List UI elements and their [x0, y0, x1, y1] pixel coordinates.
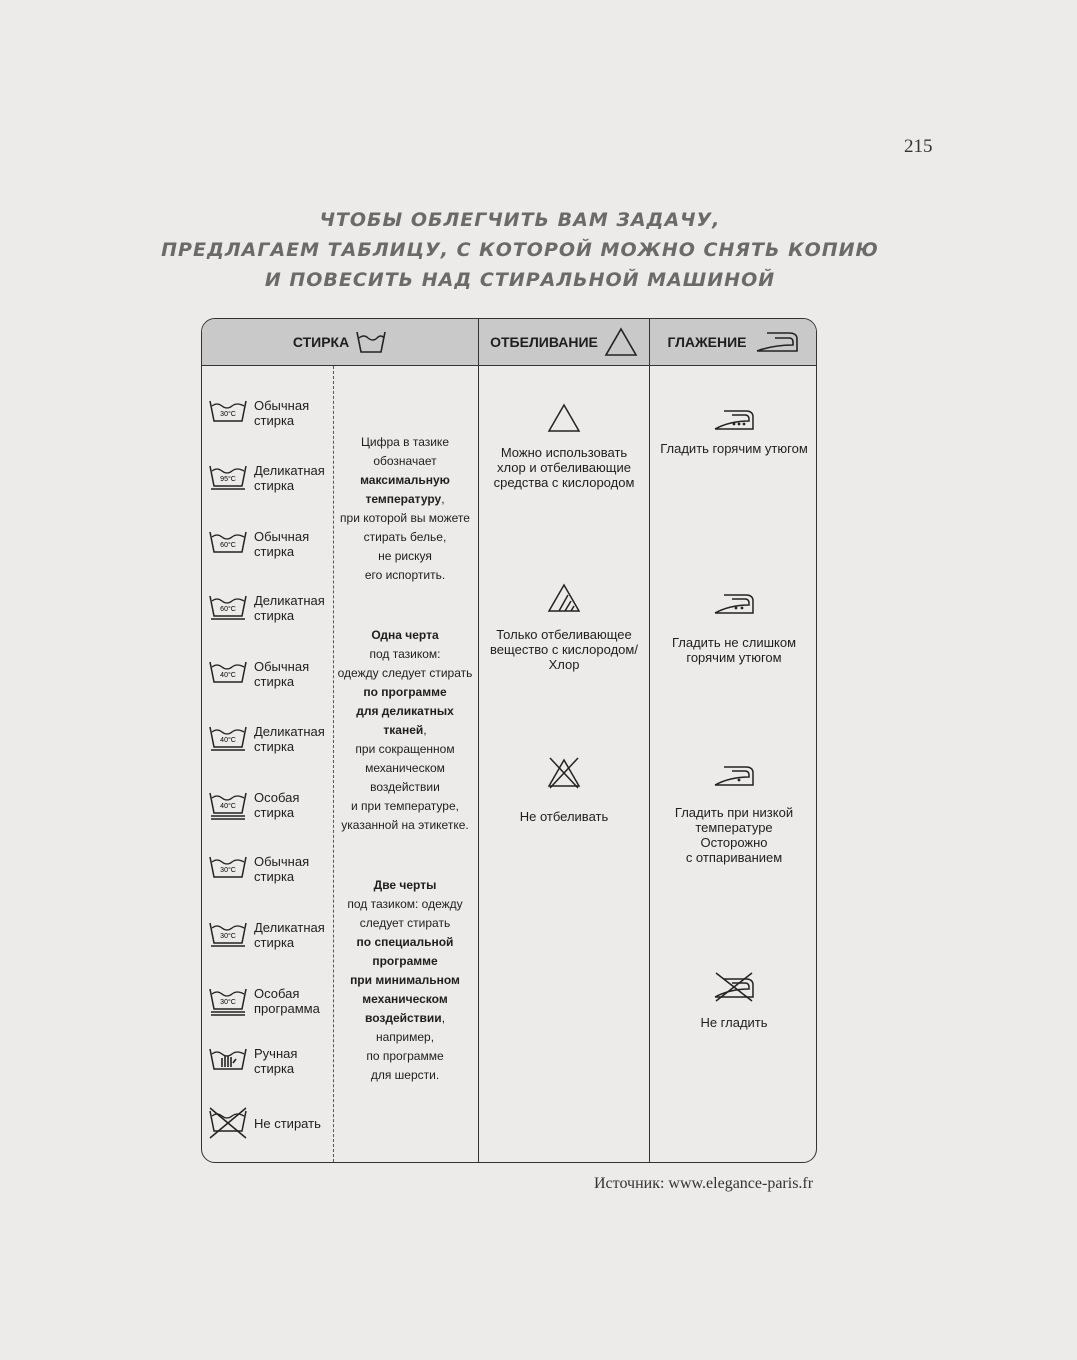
wash-label: Деликатная стирка — [254, 724, 325, 754]
wash-row — [206, 654, 334, 694]
note-line: не рискуя — [378, 549, 432, 563]
note-bold: механическом — [362, 992, 448, 1006]
heading-line-3: И ПОВЕСИТЬ НАД СТИРАЛЬНОЙ МАШИНОЙ — [264, 269, 776, 291]
note-line: при сокращенном — [355, 742, 455, 756]
page-heading — [150, 205, 890, 295]
wash-row — [206, 719, 334, 759]
wash-label: Особая стирка — [254, 790, 300, 820]
bleach-item-forbidden — [482, 757, 646, 824]
wash-tub-icon — [206, 789, 250, 821]
note-line: Цифра в тазике — [360, 435, 449, 449]
hand-wash-icon — [206, 1045, 250, 1077]
wash-temp-label: 30°C — [220, 411, 236, 418]
wash-tub-icon — [206, 723, 250, 755]
wash-row — [206, 849, 334, 889]
iron-one-dot-icon — [712, 763, 756, 789]
wash-tub-icon — [206, 528, 250, 560]
iron-item-medium — [652, 591, 816, 665]
note-bold: воздействии — [364, 1011, 442, 1025]
care-symbols-table — [201, 318, 817, 1163]
iron-crossed-icon — [710, 971, 758, 1003]
wash-row — [206, 1041, 334, 1081]
wash-temp-label: 40°C — [220, 737, 236, 744]
note-punct: , — [441, 492, 445, 506]
header-wash — [202, 319, 478, 365]
iron-item-hot — [652, 407, 816, 456]
header-bleach — [479, 319, 649, 365]
note-bold: тканей — [383, 723, 424, 737]
heading-line-2: ПРЕДЛАГАЕМ ТАБЛИЦУ, С КОТОРОЙ МОЖНО СНЯТЬ КОПИЮ — [161, 239, 879, 261]
bleach-text: Только отбеливающее вещество с кислородом/ Хлор — [490, 627, 638, 672]
iron-two-dots-icon — [712, 591, 756, 617]
iron-text: Гладить горячим утюгом — [660, 441, 808, 456]
heading-line-1: ЧТОБЫ ОБЛЕГЧИТЬ ВАМ ЗАДАЧУ, — [319, 209, 721, 231]
note-line: указанной на этикетке. — [341, 818, 469, 832]
note-bold: для деликатных — [356, 704, 454, 718]
wash-label: Обычная стирка — [254, 854, 310, 884]
iron-text: Не гладить — [700, 1015, 768, 1030]
note-line: например, — [375, 1030, 435, 1044]
wash-tub-icon — [206, 397, 250, 429]
header-bleach-label: ОТБЕЛИВАНИЕ — [490, 334, 598, 350]
wash-label: Обычная стирка — [254, 659, 310, 689]
note-line: его испортить. — [364, 568, 446, 582]
no-wash-icon — [206, 1107, 250, 1139]
note-line: одежду следует стирать — [337, 666, 473, 680]
wash-row — [206, 915, 334, 955]
note-line: обозначает — [373, 454, 437, 468]
wash-label: Обычная стирка — [254, 398, 310, 428]
page-number: 215 — [904, 136, 933, 157]
note-bold: температуру — [365, 492, 442, 506]
triangle-striped-icon — [547, 583, 581, 613]
note-temperature — [335, 433, 475, 585]
column-divider-1 — [478, 319, 479, 1162]
note-punct: , — [441, 1011, 446, 1025]
note-one-bar — [335, 626, 475, 835]
iron-item-low — [652, 763, 816, 865]
iron-three-dots-icon — [712, 407, 756, 433]
wash-tub-icon — [206, 919, 250, 951]
wash-row — [206, 981, 334, 1021]
note-bold: при минимальном — [350, 973, 460, 987]
wash-temp-label: 40°C — [220, 803, 236, 810]
wash-row — [206, 785, 334, 825]
wash-row — [206, 458, 334, 498]
table-header — [202, 319, 816, 366]
note-bold: по специальной — [356, 935, 454, 949]
wash-tub-icon — [206, 985, 250, 1017]
bleach-text: Можно использовать хлор и отбеливающие средства с кислородом — [493, 445, 635, 490]
note-line: стирать белье, — [363, 530, 447, 544]
wash-temp-label: 30°C — [220, 933, 236, 940]
note-punct: , — [423, 723, 427, 737]
wash-temp-label: 95°C — [220, 476, 236, 483]
note-line: под тазиком: одежду — [347, 897, 463, 911]
triangle-icon — [547, 403, 581, 433]
note-two-bars — [335, 876, 475, 1085]
header-iron-label: ГЛАЖЕНИЕ — [667, 334, 747, 350]
note-line: механическом — [365, 761, 445, 775]
wash-temp-label: 30°C — [220, 999, 236, 1006]
wash-tub-icon — [206, 853, 250, 885]
note-line: и при температуре, — [351, 799, 459, 813]
wash-label: Особая программа — [254, 986, 320, 1016]
note-bold: максимальную — [360, 473, 450, 487]
note-bold: программе — [372, 954, 438, 968]
note-line: при которой вы можете — [340, 511, 470, 525]
wash-tub-icon — [206, 462, 250, 494]
note-line: под тазиком: — [369, 647, 441, 661]
wash-label: Ручная стирка — [254, 1046, 298, 1076]
bleach-text: Не отбеливать — [519, 809, 609, 824]
wash-label: Обычная стирка — [254, 529, 310, 559]
wash-temp-label: 40°C — [220, 672, 236, 679]
triangle-crossed-icon — [547, 757, 581, 789]
wash-tub-icon — [206, 658, 250, 690]
bleach-item-allowed — [482, 403, 646, 490]
note-bold: Две черты — [373, 878, 437, 892]
wash-row — [206, 524, 334, 564]
note-bold: по программе — [363, 685, 447, 699]
note-line: по программе — [366, 1049, 444, 1063]
column-divider-2 — [649, 319, 650, 1162]
note-line: воздействии — [370, 780, 440, 794]
wash-temp-label: 60°C — [220, 542, 236, 549]
wash-temp-label: 30°C — [220, 867, 236, 874]
wash-label: Не стирать — [254, 1115, 321, 1131]
triangle-icon — [604, 327, 638, 357]
header-iron — [650, 319, 817, 365]
wash-tub-icon — [206, 592, 250, 624]
wash-label: Деликатная стирка — [254, 593, 325, 623]
note-line: следует стирать — [359, 916, 451, 930]
wash-row — [206, 588, 334, 628]
wash-label: Деликатная стирка — [254, 920, 325, 950]
note-bold: Одна черта — [371, 628, 439, 642]
iron-item-forbidden — [652, 971, 816, 1030]
note-line: для шерсти. — [370, 1068, 440, 1082]
iron-icon — [753, 329, 801, 355]
wash-label: Деликатная стирка — [254, 463, 325, 493]
wash-row — [206, 393, 334, 433]
iron-text: Гладить не слишком горячим утюгом — [671, 635, 797, 665]
source-credit: Источник: www.elegance-paris.fr — [594, 1175, 814, 1192]
wash-tub-icon — [355, 330, 387, 354]
wash-row — [206, 1103, 334, 1143]
header-wash-label: СТИРКА — [292, 334, 350, 350]
wash-temp-label: 60°C — [220, 606, 236, 613]
bleach-item-oxygen — [482, 583, 646, 672]
iron-text: Гладить при низкой температуре Осторожно с отпариванием — [674, 805, 794, 865]
